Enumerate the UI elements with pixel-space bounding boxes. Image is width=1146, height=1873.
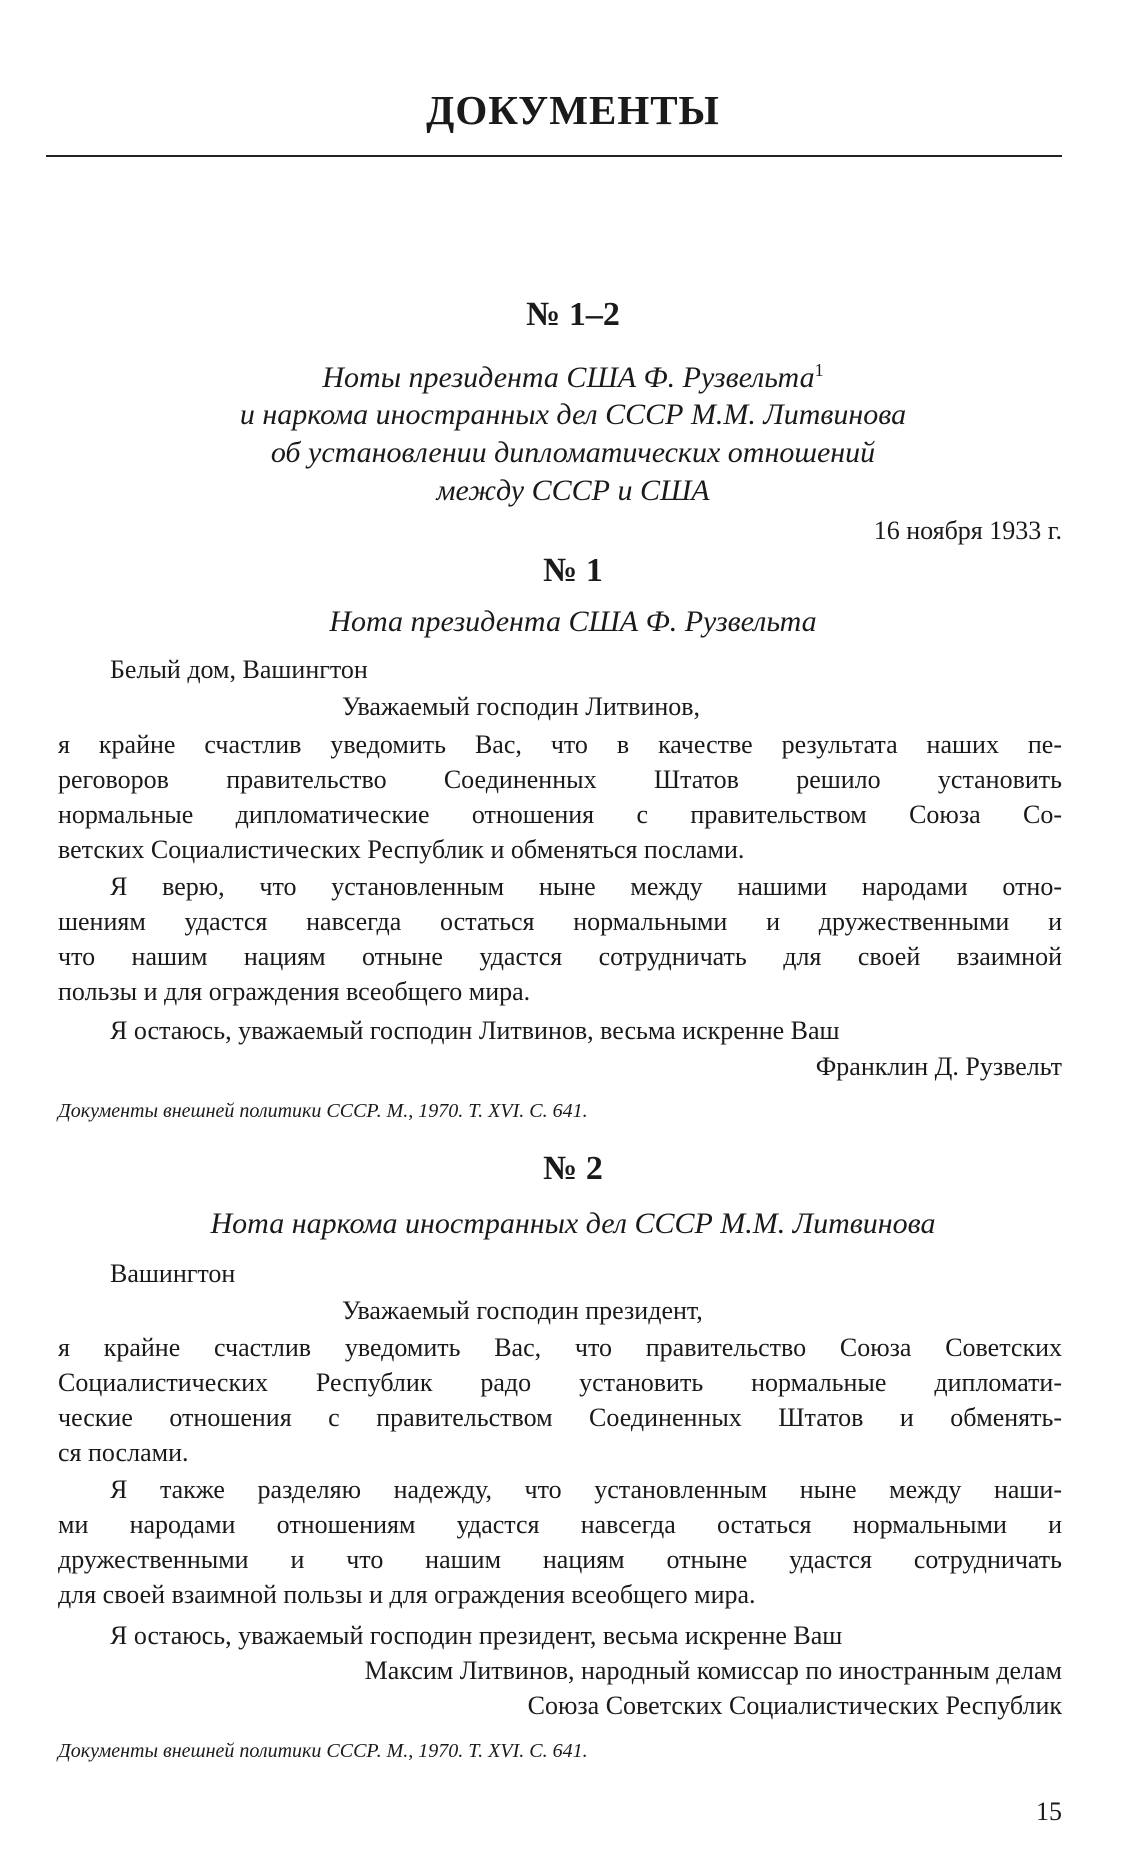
doc2-signature-line-2: Союза Советских Социалистических Республик (527, 1691, 1062, 1720)
footnote-marker: 1 (814, 360, 824, 380)
doc2-line-2: Социалистических Республик радо установить нормальные дипломати- (58, 1368, 1062, 1397)
doc1-line-3: нормальные дипломатические отношения с правительством Союза Со- (58, 800, 1062, 829)
doc2-source: Документы внешней политики СССР. М., 1970. Т. XVI. С. 641. (58, 1740, 588, 1762)
doc1-line-8: пользы и для ограждения всеобщего мира. (58, 977, 531, 1006)
doc1-signature: Франклин Д. Рузвельт (815, 1052, 1062, 1081)
doc1-line-4: ветских Социалистических Республик и обменяться послами. (58, 835, 745, 864)
doc2-line-4: ся послами. (58, 1438, 189, 1467)
doc1-salutation: Уважаемый господин Литвинов, (342, 692, 701, 721)
doc2-line-1: я крайне счастлив уведомить Вас, что правительство Союза Советских (58, 1333, 1062, 1362)
doc2-number: № 2 (543, 1150, 603, 1187)
doc1-line-2: реговоров правительство Соединенных Штатов решило установить (58, 765, 1062, 794)
doc2-line-6: ми народами отношениям удастся навсегда остаться нормальными и (58, 1510, 1062, 1539)
doc2-line-3: ческие отношения с правительством Соединенных Штатов и обменять- (58, 1403, 1062, 1432)
doc1-closing: Я остаюсь, уважаемый господин Литвинов, весьма искренне Ваш (110, 1016, 840, 1045)
doc1-number: № 1 (543, 552, 603, 589)
doc2-line-8: для своей взаимной пользы и для ограждения всеобщего мира. (58, 1580, 756, 1609)
page-number: 15 (1036, 1797, 1062, 1826)
doc1-source: Документы внешней политики СССР. М., 1970. Т. XVI. С. 641. (58, 1100, 588, 1122)
doc2-salutation: Уважаемый господин президент, (342, 1296, 703, 1325)
doc1-place: Белый дом, Вашингтон (110, 655, 368, 684)
doc2-title: Нота наркома иностранных дел СССР М.М. Литвинова (210, 1207, 936, 1240)
collection-number: № 1–2 (526, 296, 620, 333)
header-rule (46, 155, 1062, 157)
doc1-line-6: шениям удастся навсегда остаться нормальными и дружественными и (58, 907, 1062, 936)
doc1-line-5: Я верю, что установленным ныне между нашими народами отно- (110, 872, 1062, 901)
collection-title-line-2: и наркома иностранных дел СССР М.М. Литвинова (239, 398, 907, 431)
section-title: ДОКУМЕНТЫ (426, 87, 720, 133)
collection-title-line-1: Ноты президента США Ф. Рузвельта$^1$ (322, 360, 824, 394)
doc1-line-1: я крайне счастлив уведомить Вас, что в качестве результата наших пе- (58, 730, 1062, 759)
doc2-closing: Я остаюсь, уважаемый господин президент, весьма искренне Ваш (110, 1621, 843, 1650)
collection-title-line-4: между СССР и США (436, 474, 710, 507)
doc1-title: Нота президента США Ф. Рузвельта (329, 605, 817, 638)
doc1-line-7: что нашим нациям отныне удастся сотрудничать для своей взаимной (58, 942, 1062, 971)
document-date: 16 ноября 1933 г. (873, 516, 1062, 545)
doc2-place: Вашингтон (110, 1259, 236, 1288)
doc2-line-5: Я также разделяю надежду, что установленным ныне между наши- (110, 1475, 1062, 1504)
collection-title-line-3: об установлении дипломатических отношений (270, 436, 876, 469)
doc2-signature-line-1: Максим Литвинов, народный комиссар по иностранным делам (364, 1656, 1062, 1685)
doc2-line-7: дружественными и что нашим нациям отныне удастся сотрудничать (58, 1545, 1062, 1574)
